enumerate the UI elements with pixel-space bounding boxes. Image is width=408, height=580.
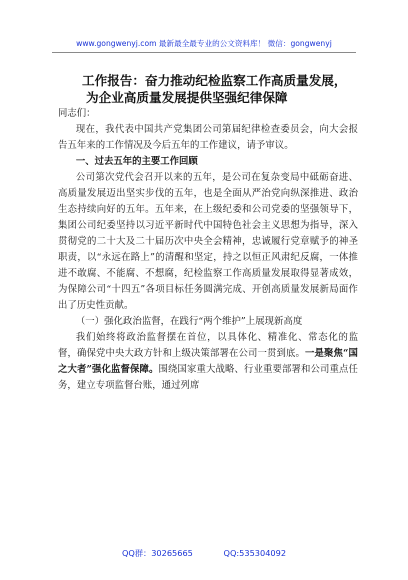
paragraph-political-supervision bbox=[58, 330, 358, 394]
bold-lead-phrase: 一是聚焦“国之大者”强化监督保障。 bbox=[58, 348, 358, 375]
header-divider bbox=[52, 52, 356, 53]
qq-group: QQ群：30265665 bbox=[121, 548, 193, 558]
intro-paragraph: 现在，我代表中国共产党集团公司第届纪律检查委员会，向大会报告五年来的工作情况及今后五年的工作建议，请予审议。 bbox=[58, 124, 358, 151]
paragraph-text: 我们始终将政治监督摆在首位，以具体化、精准化、常态化的监督，确保党中央大政方针和上级决策部署在公司一贯到底。 bbox=[58, 332, 358, 359]
paragraph-review: 公司第次党代会召开以来的五年，是公司在复杂变局中砥砺奋进、高质量发展迈出坚实步伐的五年，也是全面从严治党向纵深推进、政治生态持续向好的五年。五年来，在上级纪委和公司党委的坚强领导下，集团公司纪委坚持以习近平新时代中国特色社会主义思想为指导，深入贯彻党的二十大及二十届历次中央全会精神，忠诚履行党章赋予的神圣职责，以“永远在路上”的清醒和坚定，持之以恒正风肃纪反腐，一体推进不敢腐、不能腐、不想腐，纪检监察工作高质量发展取得显著成效，为保障公司“十四五”各项目标任务圆满完成、开创高质量发展新局面作出了历史性贡献。 bbox=[58, 172, 358, 311]
section-heading: 一、过去五年的主要工作回顾 bbox=[75, 156, 198, 167]
title-line-2: 为企业高质量发展提供坚强纪律保障 bbox=[86, 90, 288, 105]
footer-contact bbox=[0, 546, 408, 560]
subheading-political-supervision: （一）强化政治监督，在践行“两个维护”上展现新高度 bbox=[75, 316, 303, 327]
greeting: 同志们： bbox=[58, 108, 96, 119]
paragraph-text-tail: 围绕国家重大战略、行业重要部署和公司重点任务，建立专项监督台账，通过列席 bbox=[58, 364, 358, 391]
document-body bbox=[58, 72, 358, 394]
title-line-1: 工作报告：奋力推动纪检监察工作高质量发展， bbox=[82, 73, 347, 88]
qq-number: QQ:535304092 bbox=[223, 548, 287, 558]
document-title bbox=[58, 72, 358, 106]
header-banner: www.gongwenyj.com 最新最全最专业的公文资料库！ 微信：gongwenyj bbox=[76, 39, 332, 48]
